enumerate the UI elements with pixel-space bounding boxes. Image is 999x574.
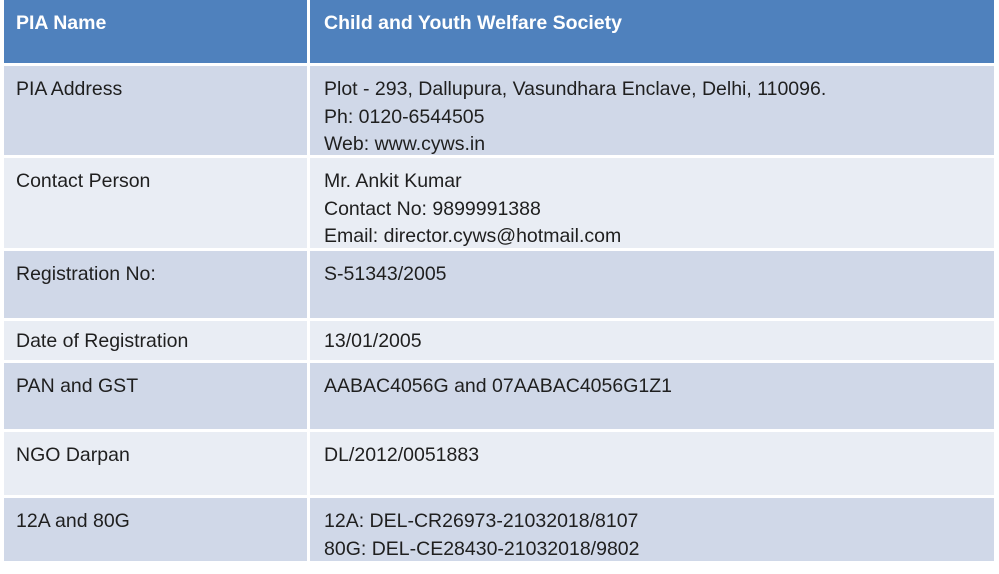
row-label: 12A and 80G	[4, 498, 310, 561]
registration-date-line: 13/01/2005	[324, 330, 422, 352]
table-row-contact-person	[4, 158, 994, 251]
12a-line: 12A: DEL-CR26973-21032018/8107	[324, 510, 639, 532]
header-value: Child and Youth Welfare Society	[324, 12, 622, 34]
row-label: PAN and GST	[4, 363, 310, 429]
80g-line: 80G: DEL-CE28430-21032018/9802	[324, 537, 640, 560]
contact-name-line: Mr. Ankit Kumar	[324, 170, 462, 192]
address-line: Plot - 293, Dallupura, Vasundhara Enclave, Delhi, 110096.	[324, 78, 827, 100]
row-value	[310, 251, 994, 318]
ngo-darpan-line: DL/2012/0051883	[324, 444, 480, 466]
table-row-pia-address	[4, 66, 994, 158]
web-line: Web: www.cyws.in	[324, 133, 486, 155]
row-label: Contact Person	[4, 158, 310, 248]
row-label: NGO Darpan	[4, 432, 310, 495]
header-label: PIA Name	[4, 0, 310, 63]
row-value	[310, 498, 994, 561]
contact-number-line: Contact No: 9899991388	[324, 197, 541, 220]
row-label: PIA Address	[4, 66, 310, 155]
pan-gst-line: AABAC4056G and 07AABAC4056G1Z1	[324, 375, 672, 397]
pia-details-table	[4, 0, 994, 564]
email-line: Email: director.cyws@hotmail.com	[324, 225, 622, 247]
row-value	[310, 432, 994, 495]
row-label: Date of Registration	[4, 321, 310, 360]
phone-line: Ph: 0120-6544505	[324, 105, 485, 128]
row-label: Registration No:	[4, 251, 310, 318]
table-row-12a-80g	[4, 498, 994, 564]
table-row-date-of-registration	[4, 321, 994, 363]
table-row-pan-gst	[4, 363, 994, 432]
row-value	[310, 363, 994, 429]
table-header-row	[4, 0, 994, 66]
row-value	[310, 321, 994, 360]
row-value	[310, 158, 994, 248]
row-value	[310, 66, 994, 155]
registration-no-line: S-51343/2005	[324, 263, 447, 285]
table-row-registration-no	[4, 251, 994, 321]
table-row-ngo-darpan	[4, 432, 994, 498]
